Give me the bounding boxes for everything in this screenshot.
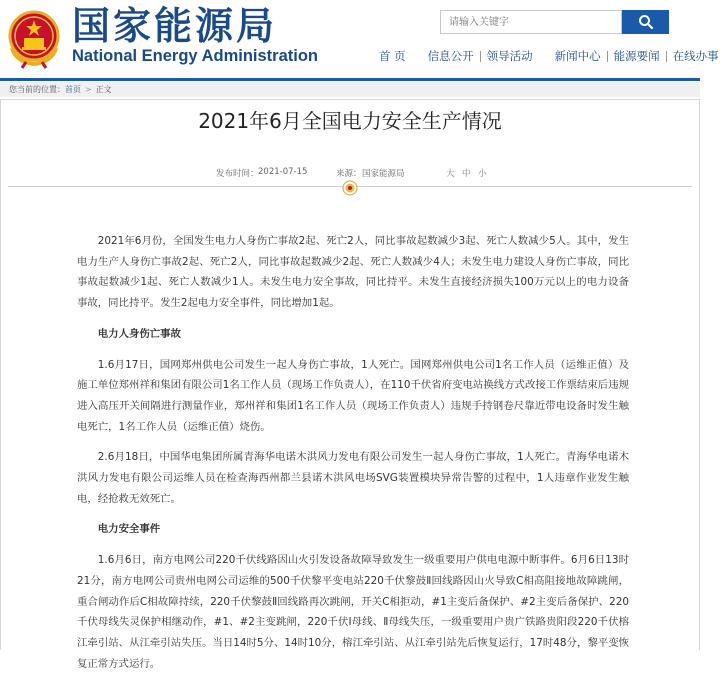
nav-energy-news[interactable]: 能源要闻	[613, 49, 660, 63]
main-nav	[376, 47, 722, 65]
breadcrumb-home[interactable]: 首页	[65, 85, 81, 94]
nav-separator	[480, 51, 481, 62]
site-title-cn[interactable]: 国家能源局	[72, 4, 278, 48]
nav-separator	[607, 51, 608, 62]
publish-label: 发布时间：	[216, 169, 259, 179]
paragraph-incident-2: 2.6月18日，中国华电集团所属青海华电诺木洪风力发电有限公司发生一起人身伤亡事故，1人死亡。青海华电诺木洪风力发电有限公司运维人员在检查海西州都兰县诺木洪风电场SVG装置模块异常告警的过程中，1人违章作业发生触电，经抢救无效死亡。	[77, 451, 629, 505]
search-button[interactable]	[622, 10, 669, 34]
font-size-medium[interactable]: 中	[462, 169, 471, 179]
paragraph-incident-1: 1.6月17日，国网郑州供电公司发生一起人身伤亡事故，1人死亡。国网郑州供电公司1名工作人员（运维正值）及施工单位郑州祥和集团有限公司1名工作人员（现场工作负责人），在110千伏省府变电站换线方式改接工作票结束后违规进入高压开关间隔进行测量作业，郑州祥和集团1名工作人员（现场工作负责人）违规手持钢卷尺靠近带电设备时发生触电死亡，1名工作人员（运维正值）烧伤。	[77, 358, 629, 433]
source-value: 国家能源局	[362, 169, 405, 179]
nav-separator	[666, 51, 667, 62]
search-icon	[638, 14, 654, 30]
article-title: 2021年6月全国电力安全生产情况	[198, 109, 502, 133]
paragraph-summary: 2021年6月份，全国发生电力人身伤亡事故2起、死亡2人，同比事故起数减少3起、死亡人数减少5人。其中，发生电力生产人身伤亡事故2起、死亡2人，同比事故起数减少2起、死亡人数减少4人；未发生电力建设人身伤亡事故，同比事故起数减少1起、死亡人数减少1人。未发生电力安全事故，同比持平。未发生直接经济损失100万元以上的电力设备事故，同比持平。发生2起电力安全事件，同比增加1起。	[77, 235, 629, 310]
divider-ornament-icon	[342, 180, 358, 196]
nav-home[interactable]: 首 页	[379, 49, 406, 63]
site-header	[0, 0, 719, 80]
breadcrumb-current: 正文	[95, 85, 112, 94]
nav-info-disclosure[interactable]: 信息公开	[427, 49, 474, 63]
site-title-en[interactable]: National Energy Administration	[72, 47, 319, 65]
paragraph-event-1: 1.6月6日，南方电网公司220千伏线路因山火引发设备故障导致发生一级重要用户供电电源中断事件。6月6日13时21分，南方电网公司贵州电网公司运维的500千伏黎平变电站220千伏黎鼓Ⅱ回线路因山火导致C相高阻接地故障跳闸，重合闸动作后C相故障持续，220千伏黎鼓Ⅱ回线路再次跳闸，开关C相拒动，#1主变后备保护、#2主变后备保护、220千伏母线失灵保护相继动作，#1、#2主变跳闸，220千伏Ⅰ母线、Ⅱ母线失压，一级重要用户贵广铁路贵阳段220千伏榕江牵引站、从江牵引站失压。当日14时5分、14时10分，榕江牵引站、从江牵引站先后恢复运行，17时48分，黎平变恢复正常方式运行。	[77, 554, 629, 670]
font-size-small[interactable]: 小	[478, 169, 487, 179]
breadcrumb-label: 您当前的位置：	[9, 85, 65, 94]
section-heading-casualty: 电力人身伤亡事故	[97, 327, 181, 340]
nav-news-center[interactable]: 新闻中心	[554, 49, 601, 63]
publish-date: 2021-07-15	[258, 167, 308, 177]
breadcrumb	[0, 82, 700, 97]
header-divider	[0, 78, 700, 81]
section-heading-safety-event: 电力安全事件	[97, 523, 161, 536]
article-body	[77, 231, 629, 674]
article-meta	[0, 167, 700, 181]
source-label: 来源：	[336, 169, 362, 179]
breadcrumb-separator: >	[85, 85, 92, 94]
nav-online-service[interactable]: 在线办事	[672, 49, 719, 63]
national-emblem-icon	[6, 8, 62, 68]
font-size-large[interactable]: 大	[446, 169, 455, 179]
nav-leadership[interactable]: 领导活动	[486, 49, 533, 63]
search-input[interactable]	[440, 10, 622, 34]
